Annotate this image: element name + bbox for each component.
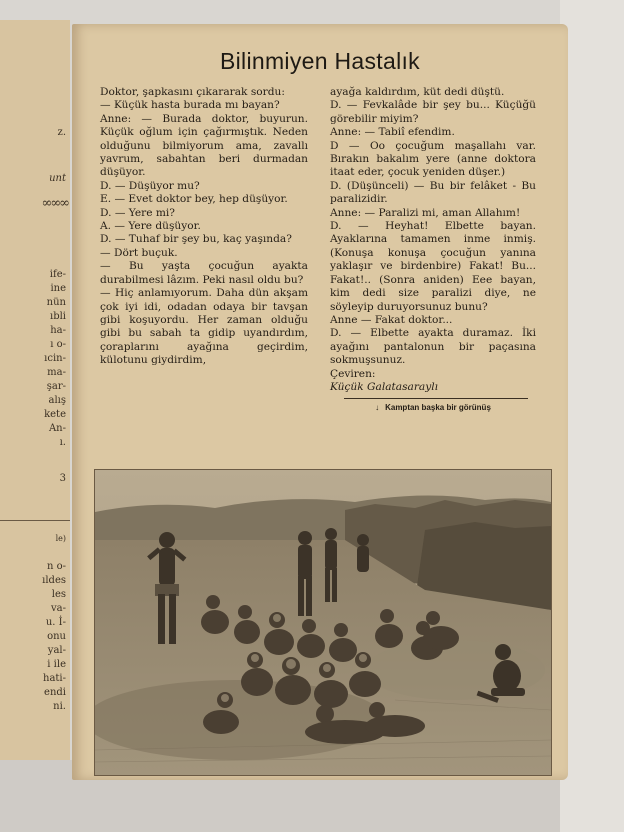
paragraph: D. (Düşünceli) — Bu bir felâket - Bu paralizidir. xyxy=(330,179,536,206)
paragraph: D. — Elbette ayakta duramaz. İki ayağını pantalonun bir paçasına sokmuşsunuz. xyxy=(330,327,536,367)
article-right-column xyxy=(330,86,536,415)
paragraph: — Hiç anlamıyorum. Daha dün akşam çok iyi idi, odadan odaya bir tavşan gibi koşuyordu. Her zaman olduğu gibi bu sabah ta gidip uyandırdım, çoraplarını ayağına geçirdim, külotunu giydirdim, xyxy=(100,287,308,367)
left-page-snippet: alış xyxy=(48,395,66,406)
paragraph: D. — Yere mi? xyxy=(100,206,175,219)
paragraph: Anne: — Burada doktor, buyurun. Küçük oğlum için çağırmıştık. Neden olduğunu bilmiyorum ama, zavallı yavrum, sabahtan beri durmadan düşüyor. xyxy=(100,112,308,179)
paragraph: D. — Heyhat! Elbette bayan. Ayaklarına tamamen inme inmiş. (Konuşa konuşa çocuğun yanına yaklaşır ve birdenbire) Fakat! Bu... Fakat!.. (Sonra aniden) Eee bayan, kim dedi size paralizi diye, ne söyleyip duruyorsunuz bunu? xyxy=(330,220,536,313)
left-page-snippet: endi xyxy=(44,687,66,698)
left-page-snippet: şar- xyxy=(46,381,66,392)
magazine-page xyxy=(72,24,568,780)
paragraph: — Küçük hasta burada mı bayan? xyxy=(100,99,280,112)
left-page-snippet: ı. xyxy=(59,437,66,448)
background-wall xyxy=(560,0,624,832)
left-page-snippet: ife- xyxy=(49,269,66,280)
translator-name: Küçük Galatasaraylı xyxy=(330,380,438,393)
paragraph: Anne: — Paralizi mi, aman Allahım! xyxy=(330,206,521,219)
left-page-snippet: nün xyxy=(46,297,66,308)
left-page-snippet: ıcin- xyxy=(44,353,66,364)
left-page-snippet: kete xyxy=(44,409,66,420)
left-page-snippet: ıldes xyxy=(42,575,66,586)
left-page-snippet: yal- xyxy=(47,645,66,656)
left-page-snippet: ha- xyxy=(50,325,66,336)
paragraph: D. — Fevkalâde bir şey bu... Küçüğü görebilir miyim? xyxy=(330,99,536,125)
paragraph: D. — Tuhaf bir şey bu, kaç yaşında? xyxy=(100,233,292,246)
arrow-down-icon: ↓ xyxy=(375,403,380,413)
photo-caption-text: Kamptan başka bir görünüş xyxy=(385,403,491,413)
left-page-snippet: va- xyxy=(51,603,66,614)
ornament-chain-icon: ∞∞∞ xyxy=(41,196,68,211)
paragraph: Anne: — Tabiî efendim. xyxy=(330,126,455,139)
column-divider xyxy=(344,398,528,399)
photo-caption xyxy=(330,401,536,414)
beach-photo-illustration xyxy=(95,470,551,775)
left-page-page-number: 3 xyxy=(59,473,66,484)
left-page-snippet: ı o- xyxy=(50,339,66,350)
left-page-snippet: ine xyxy=(50,283,66,294)
paragraph: — Dört buçuk. xyxy=(100,246,178,259)
paragraph: Doktor, şapkasını çıkararak sordu: xyxy=(100,86,285,98)
left-page-snippet: u. İ- xyxy=(45,617,66,628)
left-page-snippet: hati- xyxy=(43,673,66,684)
paragraph: Anne — Fakat doktor... xyxy=(330,313,453,326)
paragraph: E. — Evet doktor bey, hep düşüyor. xyxy=(100,193,288,206)
left-page-snippet: i ile xyxy=(47,659,66,670)
paragraph: D. — Düşüyor mu? xyxy=(100,179,200,192)
left-page-snippet: ni. xyxy=(53,701,66,712)
paragraph: ayağa kaldırdım, küt dedi düştü. xyxy=(330,86,505,98)
left-page-snippet: les xyxy=(51,589,66,600)
left-page-snippet: ma- xyxy=(47,367,66,378)
left-page-snippet: An- xyxy=(48,423,66,434)
left-page-snippet: unt xyxy=(49,173,66,184)
left-page-divider xyxy=(0,520,70,521)
left-page-snippet: le) xyxy=(55,534,66,543)
paragraph: — Bu yaşta çocuğun ayakta durabilmesi lâzım. Peki nasıl oldu bu? xyxy=(100,260,308,286)
left-page-snippet: z. xyxy=(57,127,66,138)
paragraph: A. — Yere düşüyor. xyxy=(100,220,201,233)
left-page-snippet: ıbli xyxy=(50,311,66,322)
paragraph: D — Oo çocuğum maşallahı var. Bırakın bakalım yere (anne doktora itaat eder, çocuk yeniden düşer.) xyxy=(330,139,536,179)
article-title: Bilinmiyen Hastalık xyxy=(220,48,420,74)
left-page-snippet: n o- xyxy=(46,561,66,572)
translator-label: Çeviren: xyxy=(330,367,376,380)
article-left-column xyxy=(100,86,308,368)
previous-page-edge xyxy=(0,20,70,760)
beach-photo xyxy=(94,469,552,776)
left-page-snippet: onu xyxy=(47,631,66,642)
